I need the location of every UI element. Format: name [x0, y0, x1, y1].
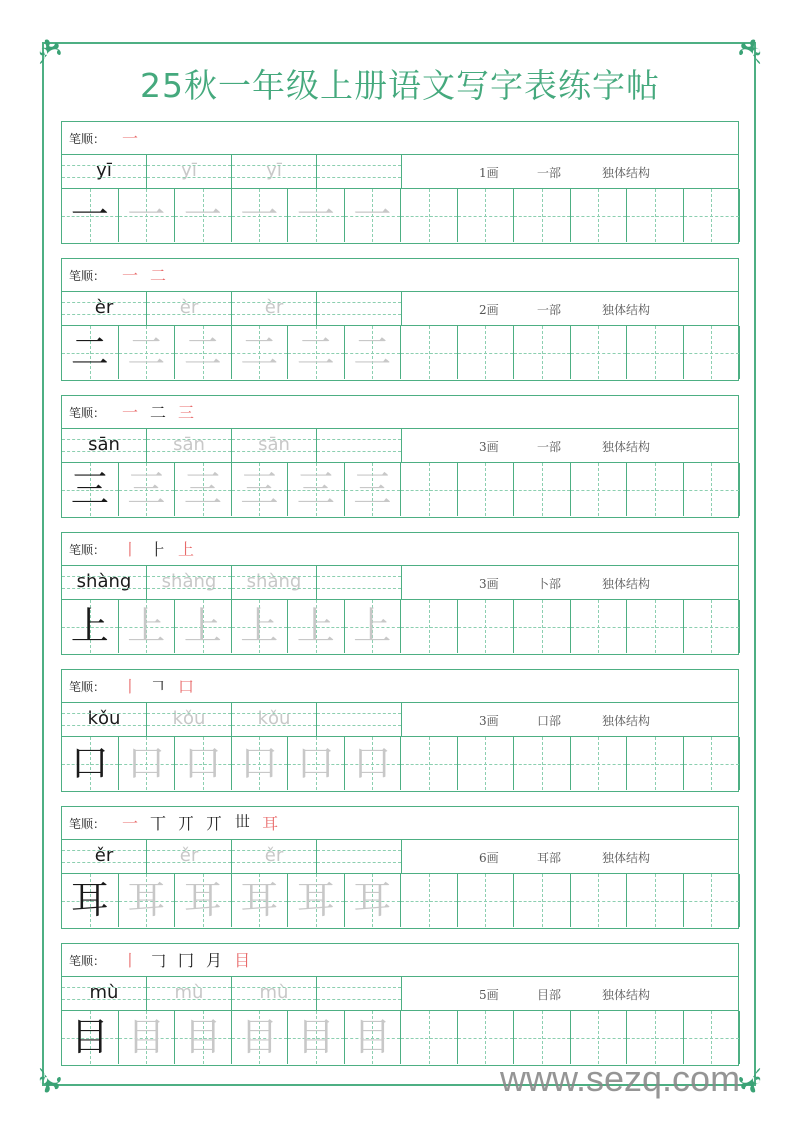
- writing-cell[interactable]: [571, 737, 628, 790]
- pinyin-cell[interactable]: [317, 566, 402, 599]
- character-glyph: 二: [127, 330, 166, 374]
- writing-cell[interactable]: [401, 326, 458, 379]
- writing-grid: [61, 188, 739, 244]
- character-glyph: 二: [353, 330, 392, 374]
- writing-cell[interactable]: [401, 463, 458, 516]
- writing-cell[interactable]: [458, 463, 515, 516]
- radical: 口部: [537, 714, 562, 728]
- pinyin-text: shàng: [76, 571, 132, 592]
- character-glyph: 耳: [127, 878, 166, 922]
- writing-cell[interactable]: [232, 1011, 289, 1064]
- writing-cell[interactable]: [345, 737, 402, 790]
- writing-cell[interactable]: [232, 874, 289, 927]
- pinyin-row: [61, 840, 739, 873]
- structure: 独体结构: [602, 577, 651, 591]
- stroke-count: 2画: [479, 303, 499, 317]
- structure: 独体结构: [602, 440, 651, 454]
- pinyin-text: sān: [88, 434, 120, 455]
- writing-cell[interactable]: [175, 189, 232, 242]
- pinyin-cell: [62, 566, 147, 599]
- character-glyph: 目: [240, 1015, 279, 1059]
- character-glyph: 一: [240, 193, 279, 237]
- writing-cell[interactable]: [345, 874, 402, 927]
- writing-cell[interactable]: [514, 600, 571, 653]
- pinyin-text: yī: [266, 160, 282, 181]
- pinyin-text: mù: [259, 982, 289, 1003]
- pinyin-cell: [62, 703, 147, 736]
- character-glyph: 上: [296, 604, 335, 648]
- writing-cell[interactable]: [401, 1011, 458, 1064]
- stroke-order-label: 笔顺：: [69, 543, 106, 557]
- character-glyph: 口: [353, 741, 392, 785]
- writing-cell[interactable]: [119, 874, 176, 927]
- writing-cell[interactable]: [571, 463, 628, 516]
- writing-cell[interactable]: [288, 326, 345, 379]
- stroke-sequence: [122, 263, 166, 286]
- stroke-step: 丌: [178, 814, 195, 833]
- radical: 一部: [537, 303, 562, 317]
- stroke-order-label: 笔顺：: [69, 406, 106, 420]
- pinyin-text: yī: [96, 160, 112, 181]
- writing-grid: [61, 325, 739, 381]
- writing-cell[interactable]: [627, 874, 684, 927]
- stroke-step: 口: [178, 677, 195, 696]
- stroke-sequence: [122, 674, 194, 697]
- stroke-step: 一: [122, 403, 139, 422]
- character-block: [61, 258, 739, 381]
- character-block: [61, 943, 739, 1066]
- character-glyph: 一: [70, 193, 109, 237]
- stroke-order-label: 笔顺：: [69, 954, 106, 968]
- writing-cell[interactable]: [571, 874, 628, 927]
- character-glyph: 上: [70, 604, 109, 648]
- writing-cell[interactable]: [232, 189, 289, 242]
- pinyin-cell[interactable]: [232, 155, 317, 188]
- writing-cell[interactable]: [175, 463, 232, 516]
- character-block: [61, 806, 739, 929]
- radical: 一部: [537, 166, 562, 180]
- pinyin-text: kǒu: [172, 708, 206, 729]
- writing-cell[interactable]: [514, 463, 571, 516]
- writing-cell[interactable]: [458, 326, 515, 379]
- writing-cell[interactable]: [119, 189, 176, 242]
- character-glyph: 口: [183, 741, 222, 785]
- character-info: [402, 840, 739, 873]
- character-glyph: 二: [183, 330, 222, 374]
- character-glyph: 口: [127, 741, 166, 785]
- stroke-step: 一: [122, 266, 139, 285]
- pinyin-row: [61, 703, 739, 736]
- stroke-step: 丨: [122, 951, 139, 970]
- radical: 卜部: [537, 577, 562, 591]
- stroke-step: 丅: [150, 814, 167, 833]
- pinyin-cell[interactable]: [147, 292, 232, 325]
- stroke-order-label: 笔顺：: [69, 269, 106, 283]
- pinyin-cell: [62, 977, 147, 1010]
- writing-cell[interactable]: [232, 326, 289, 379]
- writing-cell[interactable]: [514, 1011, 571, 1064]
- writing-cell[interactable]: [514, 737, 571, 790]
- writing-cell[interactable]: [627, 326, 684, 379]
- writing-cell[interactable]: [288, 737, 345, 790]
- stroke-step: 丌: [206, 814, 223, 833]
- character-glyph: 一: [183, 193, 222, 237]
- stroke-step: 𠀍: [234, 812, 251, 831]
- writing-cell[interactable]: [288, 874, 345, 927]
- writing-cell[interactable]: [571, 1011, 628, 1064]
- writing-cell[interactable]: [345, 1011, 402, 1064]
- page-title: 25秋一年级上册语文写字表练字帖: [140, 66, 660, 105]
- pinyin-row: [61, 977, 739, 1010]
- pinyin-cell[interactable]: [147, 977, 232, 1010]
- pinyin-text: sān: [258, 434, 290, 455]
- pinyin-text: ěr: [179, 845, 199, 866]
- stroke-order-row: [61, 943, 739, 977]
- structure: 独体结构: [602, 988, 651, 1002]
- character-glyph: 一: [127, 193, 166, 237]
- stroke-step: 二: [150, 403, 167, 422]
- pinyin-cell[interactable]: [232, 703, 317, 736]
- radical: 耳部: [537, 851, 562, 865]
- pinyin-cell[interactable]: [147, 566, 232, 599]
- pinyin-text: kǒu: [87, 708, 121, 729]
- character-glyph: 三: [296, 467, 335, 511]
- character-info: [402, 566, 739, 599]
- character-glyph: 二: [240, 330, 279, 374]
- writing-cell[interactable]: [514, 874, 571, 927]
- writing-cell[interactable]: [62, 463, 119, 516]
- pinyin-cell[interactable]: [147, 429, 232, 462]
- character-glyph: 三: [353, 467, 392, 511]
- stroke-sequence: [122, 537, 194, 560]
- writing-cell[interactable]: [684, 600, 741, 653]
- pinyin-cell[interactable]: [232, 566, 317, 599]
- pinyin-cell[interactable]: [317, 292, 402, 325]
- stroke-step: 上: [178, 540, 195, 559]
- pinyin-cell[interactable]: [232, 977, 317, 1010]
- pinyin-cell[interactable]: [317, 155, 402, 188]
- character-glyph: 耳: [70, 878, 109, 922]
- writing-cell[interactable]: [232, 463, 289, 516]
- writing-cell[interactable]: [175, 600, 232, 653]
- stroke-step: 丨: [122, 540, 139, 559]
- pinyin-cell[interactable]: [232, 429, 317, 462]
- writing-cell[interactable]: [288, 189, 345, 242]
- pinyin-row: [61, 429, 739, 462]
- character-info: [402, 977, 739, 1010]
- character-block: [61, 395, 739, 518]
- writing-cell[interactable]: [514, 326, 571, 379]
- structure: 独体结构: [602, 166, 651, 180]
- stroke-order-label: 笔顺：: [69, 817, 106, 831]
- writing-cell[interactable]: [288, 463, 345, 516]
- pinyin-cell[interactable]: [147, 703, 232, 736]
- structure: 独体结构: [602, 303, 651, 317]
- character-glyph: 目: [296, 1015, 335, 1059]
- stroke-count: 3画: [479, 714, 499, 728]
- character-glyph: 目: [353, 1015, 392, 1059]
- character-info: [402, 155, 739, 188]
- writing-cell[interactable]: [684, 874, 741, 927]
- writing-cell[interactable]: [627, 600, 684, 653]
- radical: 目部: [537, 988, 562, 1002]
- stroke-order-row: [61, 395, 739, 429]
- writing-cell[interactable]: [627, 189, 684, 242]
- writing-cell[interactable]: [458, 1011, 515, 1064]
- character-glyph: 上: [240, 604, 279, 648]
- pinyin-cell[interactable]: [147, 155, 232, 188]
- character-glyph: 目: [127, 1015, 166, 1059]
- writing-grid: [61, 599, 739, 655]
- stroke-step: 丨: [122, 677, 139, 696]
- writing-cell[interactable]: [119, 737, 176, 790]
- pinyin-row: [61, 155, 739, 188]
- stroke-step: 𠃌: [150, 951, 167, 970]
- writing-cell[interactable]: [458, 874, 515, 927]
- character-glyph: 口: [296, 741, 335, 785]
- stroke-order-row: [61, 532, 739, 566]
- pinyin-row: [61, 292, 739, 325]
- writing-cell[interactable]: [345, 600, 402, 653]
- writing-cell[interactable]: [571, 600, 628, 653]
- writing-cell[interactable]: [62, 874, 119, 927]
- stroke-step: 耳: [262, 814, 279, 833]
- pinyin-cell: [62, 155, 147, 188]
- writing-cell[interactable]: [119, 600, 176, 653]
- character-info: [402, 703, 739, 736]
- watermark: www.sezq.com: [500, 1058, 741, 1099]
- pinyin-cell: [62, 292, 147, 325]
- stroke-step: 月: [206, 951, 223, 970]
- pinyin-text: ěr: [264, 845, 284, 866]
- pinyin-text: shàng: [246, 571, 302, 592]
- writing-cell[interactable]: [684, 1011, 741, 1064]
- writing-cell[interactable]: [345, 463, 402, 516]
- writing-cell[interactable]: [345, 189, 402, 242]
- character-glyph: 二: [296, 330, 335, 374]
- writing-cell[interactable]: [571, 189, 628, 242]
- stroke-sequence: [122, 400, 194, 423]
- pinyin-cell[interactable]: [232, 840, 317, 873]
- pinyin-text: èr: [94, 297, 114, 318]
- corner-ornament-icon: [34, 1062, 68, 1096]
- writing-grid: [61, 462, 739, 518]
- writing-cell[interactable]: [627, 463, 684, 516]
- stroke-sequence: [122, 948, 250, 971]
- stroke-sequence: [122, 811, 278, 834]
- writing-cell[interactable]: [119, 463, 176, 516]
- writing-cell[interactable]: [627, 1011, 684, 1064]
- writing-cell[interactable]: [401, 737, 458, 790]
- stroke-order-row: [61, 258, 739, 292]
- writing-cell[interactable]: [288, 1011, 345, 1064]
- stroke-step: 一: [122, 814, 139, 833]
- stroke-step: 一: [122, 129, 139, 148]
- writing-cell[interactable]: [232, 600, 289, 653]
- writing-cell[interactable]: [62, 326, 119, 379]
- writing-cell[interactable]: [62, 189, 119, 242]
- pinyin-row: [61, 566, 739, 599]
- character-glyph: 三: [183, 467, 222, 511]
- writing-cell[interactable]: [458, 737, 515, 790]
- pinyin-text: yī: [181, 160, 197, 181]
- pinyin-cell[interactable]: [317, 977, 402, 1010]
- pinyin-cell[interactable]: [147, 840, 232, 873]
- pinyin-cell[interactable]: [317, 429, 402, 462]
- character-block: [61, 669, 739, 792]
- writing-cell[interactable]: [401, 874, 458, 927]
- stroke-order-row: [61, 806, 739, 840]
- pinyin-cell: [62, 840, 147, 873]
- character-info: [402, 429, 739, 462]
- character-glyph: 三: [127, 467, 166, 511]
- stroke-step: 三: [178, 403, 195, 422]
- character-glyph: 目: [183, 1015, 222, 1059]
- character-glyph: 耳: [353, 878, 392, 922]
- character-block: [61, 121, 739, 244]
- pinyin-text: kǒu: [257, 708, 291, 729]
- stroke-count: 1画: [479, 166, 499, 180]
- character-glyph: 一: [353, 193, 392, 237]
- character-glyph: 耳: [240, 878, 279, 922]
- writing-cell[interactable]: [345, 326, 402, 379]
- character-glyph: 一: [296, 193, 335, 237]
- pinyin-text: mù: [89, 982, 119, 1003]
- writing-cell[interactable]: [175, 326, 232, 379]
- character-info: [402, 292, 739, 325]
- character-glyph: 耳: [183, 878, 222, 922]
- character-glyph: 耳: [296, 878, 335, 922]
- writing-cell[interactable]: [458, 189, 515, 242]
- writing-cell[interactable]: [684, 463, 741, 516]
- writing-cell[interactable]: [62, 1011, 119, 1064]
- writing-cell[interactable]: [175, 874, 232, 927]
- writing-cell[interactable]: [684, 737, 741, 790]
- character-glyph: 上: [127, 604, 166, 648]
- pinyin-cell: [62, 429, 147, 462]
- writing-cell[interactable]: [684, 189, 741, 242]
- stroke-order-row: [61, 669, 739, 703]
- radical: 一部: [537, 440, 562, 454]
- character-glyph: 口: [70, 741, 109, 785]
- stroke-count: 5画: [479, 988, 499, 1002]
- writing-cell[interactable]: [232, 737, 289, 790]
- writing-grid: [61, 873, 739, 929]
- writing-cell[interactable]: [119, 1011, 176, 1064]
- stroke-step: ⺊: [150, 540, 167, 559]
- writing-cell[interactable]: [175, 737, 232, 790]
- structure: 独体结构: [602, 851, 651, 865]
- pinyin-text: shàng: [161, 571, 217, 592]
- writing-grid: [61, 736, 739, 792]
- structure: 独体结构: [602, 714, 651, 728]
- pinyin-cell[interactable]: [317, 703, 402, 736]
- stroke-step: 二: [150, 266, 167, 285]
- stroke-count: 3画: [479, 577, 499, 591]
- writing-cell[interactable]: [119, 326, 176, 379]
- pinyin-text: ěr: [94, 845, 114, 866]
- writing-cell[interactable]: [627, 737, 684, 790]
- writing-cell[interactable]: [401, 600, 458, 653]
- character-glyph: 三: [70, 467, 109, 511]
- stroke-order-label: 笔顺：: [69, 132, 106, 146]
- stroke-sequence: [122, 126, 138, 149]
- writing-cell[interactable]: [62, 600, 119, 653]
- stroke-step: 冂: [178, 951, 195, 970]
- pinyin-cell[interactable]: [232, 292, 317, 325]
- pinyin-text: èr: [264, 297, 284, 318]
- writing-cell[interactable]: [458, 600, 515, 653]
- pinyin-text: mù: [174, 982, 204, 1003]
- pinyin-cell[interactable]: [317, 840, 402, 873]
- stroke-count: 6画: [479, 851, 499, 865]
- stroke-step: 目: [234, 951, 251, 970]
- stroke-order-label: 笔顺：: [69, 680, 106, 694]
- writing-cell[interactable]: [514, 189, 571, 242]
- writing-cell[interactable]: [175, 1011, 232, 1064]
- stroke-step: 𠃍: [150, 677, 167, 696]
- stroke-count: 3画: [479, 440, 499, 454]
- writing-cell[interactable]: [288, 600, 345, 653]
- pinyin-text: sān: [173, 434, 205, 455]
- writing-cell[interactable]: [401, 189, 458, 242]
- pinyin-text: èr: [179, 297, 199, 318]
- character-glyph: 二: [70, 330, 109, 374]
- writing-cell[interactable]: [62, 737, 119, 790]
- character-glyph: 上: [353, 604, 392, 648]
- stroke-order-row: [61, 121, 739, 155]
- character-glyph: 三: [240, 467, 279, 511]
- character-glyph: 目: [70, 1015, 109, 1059]
- writing-cell[interactable]: [571, 326, 628, 379]
- writing-cell[interactable]: [684, 326, 741, 379]
- character-block: [61, 532, 739, 655]
- character-glyph: 口: [240, 741, 279, 785]
- character-glyph: 上: [183, 604, 222, 648]
